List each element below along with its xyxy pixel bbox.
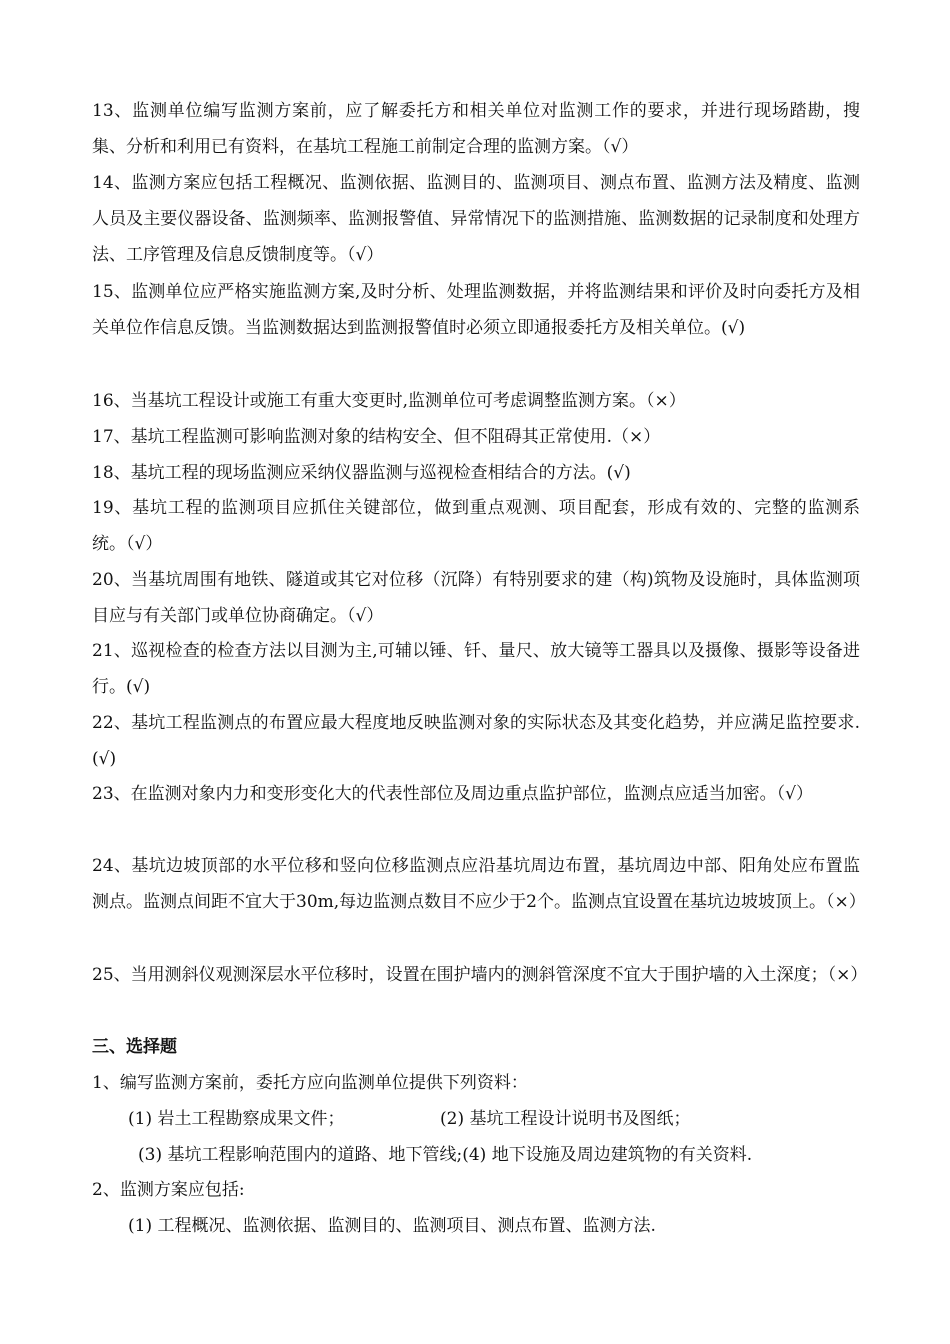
item-24: 24、基坑边坡顶部的水平位移和竖向位移监测点应沿基坑周边布置，基坑周边中部、阳角处应布置监测点。监测点间距不宜大于30m,每边监测点数目不应少于2个。监测点宜设置在基坑边坡坡顶上。（×） bbox=[92, 856, 866, 912]
item-16: 16、当基坑工程设计或施工有重大变更时,监测单位可考虑调整监测方案。（×） bbox=[92, 391, 686, 411]
item-13: 13、监测单位编写监测方案前，应了解委托方和相关单位对监测工作的要求，并进行现场踏勘，搜集、分析和利用已有资料，在基坑工程施工前制定合理的监测方案。（√） bbox=[92, 101, 860, 157]
item-14: 14、监测方案应包括工程概况、监测依据、监测目的、监测项目、测点布置、监测方法及精度、监测人员及主要仪器设备、监测频率、监测报警值、异常情况下的监测措施、监测数据的记录制度和处理方法、工序管理及信息反馈制度等。（√） bbox=[92, 173, 860, 265]
item-21: 21、巡视检查的检查方法以目测为主,可辅以锤、钎、量尺、放大镜等工器具以及摄像、摄影等设备进行。(√) bbox=[92, 641, 860, 697]
item-20: 20、当基坑周围有地铁、隧道或其它对位移（沉降）有特别要求的建（构)筑物及设施时，具体监测项目应与有关部门或单位协商确定。（√） bbox=[92, 570, 860, 626]
item-15: 15、监测单位应严格实施监测方案,及时分析、处理监测数据，并将监测结果和评价及时向委托方及相关单位作信息反馈。当监测数据达到监测报警值时必须立即通报委托方及相关单位。(√) bbox=[92, 282, 860, 338]
item-23: 23、在监测对象内力和变形变化大的代表性部位及周边重点监护部位，监测点应适当加密。（√） bbox=[92, 784, 813, 804]
item-22: 22、基坑工程监测点的布置应最大程度地反映监测对象的实际状态及其变化趋势，并应满足监控要求.(√) bbox=[92, 713, 860, 769]
question-1-option-1: (1) 岩土工程勘察成果文件； bbox=[128, 1109, 345, 1129]
item-19: 19、基坑工程的监测项目应抓住关键部位，做到重点观测、项目配套，形成有效的、完整的监测系统。（√） bbox=[92, 498, 860, 554]
question-1-stem: 1、编写监测方案前，委托方应向监测单位提供下列资料： bbox=[92, 1073, 528, 1093]
section-heading: 三、选择题 bbox=[92, 1037, 177, 1057]
question-2-stem: 2、监测方案应包括: bbox=[92, 1180, 245, 1200]
item-18: 18、基坑工程的现场监测应采纳仪器监测与巡视检查相结合的方法。(√) bbox=[92, 463, 631, 483]
question-1-option-3: (3) 基坑工程影响范围内的道路、地下管线;(4) 地下设施及周边建筑物的有关资料. bbox=[138, 1145, 753, 1165]
question-2-option-1: (1) 工程概况、监测依据、监测目的、监测项目、测点布置、监测方法. bbox=[128, 1216, 656, 1236]
item-25: 25、当用测斜仪观测深层水平位移时，设置在围护墙内的测斜管深度不宜大于围护墙的入土深度；（×） bbox=[92, 965, 868, 985]
item-17: 17、基坑工程监测可影响监测对象的结构安全、但不阻碍其正常使用.（×） bbox=[92, 427, 661, 447]
question-1-option-2: (2) 基坑工程设计说明书及图纸； bbox=[440, 1109, 691, 1129]
